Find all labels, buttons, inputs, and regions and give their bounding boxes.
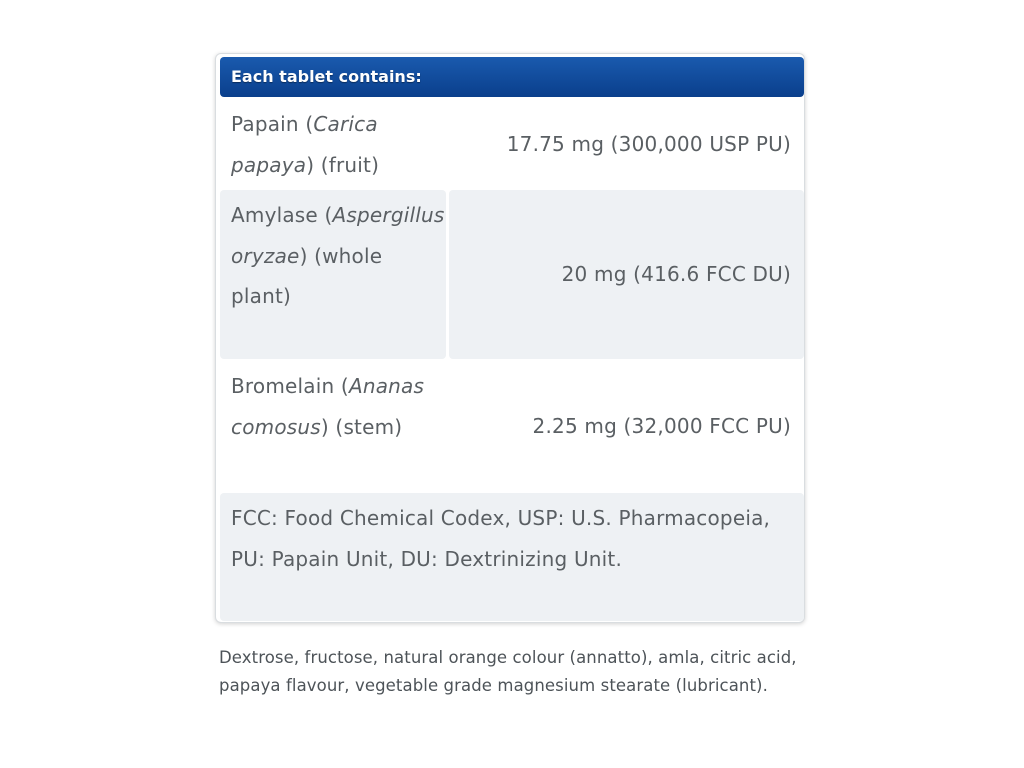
ingredient-name-suffix: ) (whole plant)	[231, 243, 383, 308]
ingredient-amount: 17.75 mg (300,000 USP PU)	[506, 131, 791, 156]
ingredient-amount: 2.25 mg (32,000 FCC PU)	[532, 413, 791, 438]
ingredient-name-prefix: Papain (	[231, 112, 314, 136]
ingredient-latin-name: Ananas comosus	[231, 374, 425, 439]
ingredient-name-amylase	[220, 190, 446, 359]
ingredient-name-prefix: Bromelain (	[231, 374, 349, 398]
ingredient-name-bromelain	[220, 361, 446, 491]
ingredients-table	[215, 53, 805, 623]
ingredient-amount-bromelain	[449, 361, 804, 491]
ingredient-amount-papain	[449, 99, 804, 189]
table-header: Each tablet contains:	[220, 57, 804, 97]
non-medicinal-ingredients: Dextrose, fructose, natural orange colour (annatto), amla, citric acid, papaya flavour, vegetable grade magnesium stearate (lubricant).	[219, 648, 797, 695]
abbreviations-note: FCC: Food Chemical Codex, USP: U.S. Pharmacopeia, PU: Papain Unit, DU: Dextrinizing Unit.	[220, 493, 804, 621]
ingredient-name-papain	[220, 99, 446, 189]
ingredient-latin-name: Carica papaya	[231, 112, 378, 177]
ingredient-amount-amylase	[449, 190, 804, 359]
ingredient-name-suffix: ) (fruit)	[306, 152, 380, 177]
ingredient-latin-name: Aspergillus oryzae	[231, 203, 445, 268]
ingredient-name-suffix: ) (stem)	[320, 414, 403, 439]
ingredient-amount: 20 mg (416.6 FCC DU)	[561, 262, 791, 287]
ingredient-name-prefix: Amylase (	[231, 203, 333, 227]
